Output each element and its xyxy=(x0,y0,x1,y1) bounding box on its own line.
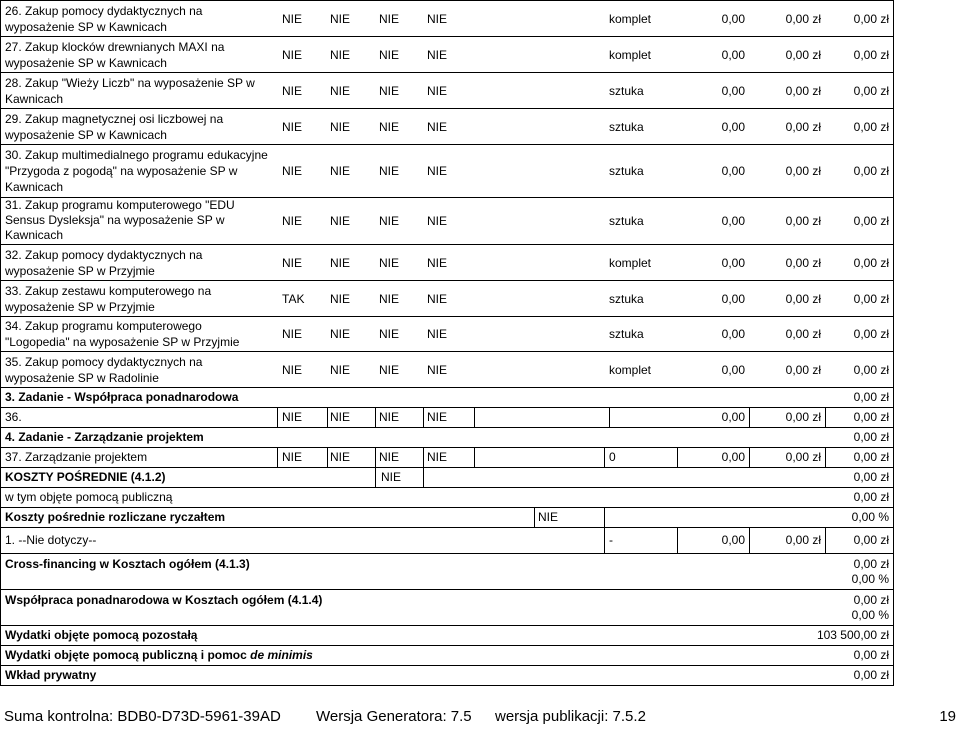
unit-price: 0,00 zł xyxy=(785,12,821,26)
flag-4: NIE xyxy=(427,214,448,228)
row-total: 0,00 zł xyxy=(853,292,889,306)
flag-1: NIE xyxy=(282,120,303,134)
column-divider xyxy=(604,448,605,467)
flat-rate-percent: 0,00 % xyxy=(851,510,889,524)
other-aid-title: Wydatki objęte pomocą pozostałą xyxy=(5,628,198,642)
row-total: 0,00 zł xyxy=(853,450,889,464)
flag-2: NIE xyxy=(330,450,351,464)
quantity: 0,00 xyxy=(721,327,745,341)
task-header-row xyxy=(1,428,893,448)
flag-2: NIE xyxy=(330,164,351,178)
quantity: 0,00 xyxy=(721,450,745,464)
row-title-line: 33. Zakup zestawu komputerowego na xyxy=(5,284,212,298)
column-divider xyxy=(327,408,328,427)
own-contribution-title: Wkład prywatny xyxy=(5,668,97,682)
flag-3: NIE xyxy=(379,450,400,464)
page-footer xyxy=(4,708,956,728)
row-title-line: Kawnicach xyxy=(5,228,64,242)
task-total: 0,00 zł xyxy=(853,390,889,404)
unit-price: 0,00 zł xyxy=(785,214,821,228)
unit-price: 0,00 zł xyxy=(785,256,821,270)
table-row xyxy=(1,37,893,73)
unit: sztuka xyxy=(609,214,644,228)
row-total: 0,00 zł xyxy=(853,48,889,62)
indirect-costs-total: 0,00 zł xyxy=(853,470,889,484)
public-aid-label: w tym objęte pomocą publiczną xyxy=(5,490,173,504)
row-title-line: wyposażenie SP w Przyjmie xyxy=(5,264,155,278)
row-title-line: 30. Zakup multimedialnego programu edukacyjne xyxy=(5,148,268,162)
flag-1: NIE xyxy=(282,84,303,98)
unit-price: 0,00 zł xyxy=(785,120,821,134)
flag-4: NIE xyxy=(427,410,448,424)
unit-price: 0,00 zł xyxy=(785,363,821,377)
quantity: 0,00 xyxy=(721,214,745,228)
unit: sztuka xyxy=(609,120,644,134)
flag-1: NIE xyxy=(282,410,303,424)
column-divider xyxy=(677,528,678,553)
flag-3: NIE xyxy=(379,120,400,134)
row-title-line: 31. Zakup programu komputerowego "EDU xyxy=(5,198,235,212)
table-row xyxy=(1,73,893,109)
flag-4: NIE xyxy=(427,292,448,306)
column-divider xyxy=(277,448,278,467)
zero-value: 0 xyxy=(609,450,616,464)
column-divider xyxy=(534,508,535,527)
flag-4: NIE xyxy=(427,84,448,98)
cross-financing-title: Cross-financing w Kosztach ogółem (4.1.3) xyxy=(5,557,250,571)
unit: komplet xyxy=(609,48,652,62)
unit-price: 0,00 zł xyxy=(785,292,821,306)
indirect-costs-title: KOSZTY POŚREDNIE (4.1.2) xyxy=(5,470,166,484)
column-divider xyxy=(825,408,826,427)
row-total: 0,00 zł xyxy=(853,214,889,228)
flag-2: NIE xyxy=(330,120,351,134)
flag-4: NIE xyxy=(427,256,448,270)
flag-4: NIE xyxy=(427,12,448,26)
checksum: Suma kontrolna: BDB0-D73D-5961-39AD xyxy=(4,708,281,725)
table-row xyxy=(1,109,893,145)
unit: komplet xyxy=(609,12,652,26)
row-title-line: 34. Zakup programu komputerowego xyxy=(5,319,202,333)
row-total: 0,00 zł xyxy=(853,164,889,178)
own-contribution-row xyxy=(1,666,893,686)
unit-price: 0,00 zł xyxy=(785,410,821,424)
transnational-row xyxy=(1,590,893,626)
unit-price: 0,00 zł xyxy=(785,48,821,62)
unit: komplet xyxy=(609,363,652,377)
column-divider xyxy=(749,528,750,553)
quantity: 0,00 xyxy=(721,48,745,62)
row-title-line: 35. Zakup pomocy dydaktycznych na xyxy=(5,355,203,369)
flag-2: NIE xyxy=(330,12,351,26)
indirect-costs-row xyxy=(1,468,893,488)
public-aid-row xyxy=(1,488,893,508)
flag-2: NIE xyxy=(330,327,351,341)
not-applicable-dash: - xyxy=(609,533,613,547)
row-label: 36. xyxy=(5,410,22,424)
row-title-line: wyposażenie SP w Kawnicach xyxy=(5,20,167,34)
column-divider xyxy=(327,448,328,467)
column-divider xyxy=(423,408,424,427)
page-number: 19 xyxy=(939,708,956,725)
own-contribution-total: 0,00 zł xyxy=(853,668,889,682)
flag-1: NIE xyxy=(282,214,303,228)
row-title-line: 32. Zakup pomocy dydaktycznych na xyxy=(5,248,203,262)
task-title: 4. Zadanie - Zarządzanie projektem xyxy=(5,430,204,444)
unit: sztuka xyxy=(609,164,644,178)
transnational-title: Współpraca ponadnarodowa w Kosztach ogółem (4.1.4) xyxy=(5,593,323,607)
column-divider xyxy=(375,408,376,427)
flag-1: NIE xyxy=(282,48,303,62)
table-row xyxy=(1,198,893,245)
flag-3: NIE xyxy=(379,327,400,341)
quantity: 0,00 xyxy=(721,164,745,178)
flag-1: NIE xyxy=(282,12,303,26)
quantity: 0,00 xyxy=(721,256,745,270)
flag-3: NIE xyxy=(379,48,400,62)
row-title-line: Kawnicach xyxy=(5,180,64,194)
row-total: 0,00 zł xyxy=(853,84,889,98)
row-title-line: wyposażenie SP w Kawnicach xyxy=(5,128,167,142)
unit: komplet xyxy=(609,256,652,270)
row-title-line: 29. Zakup magnetycznej osi liczbowej na xyxy=(5,112,224,126)
quantity: 0,00 xyxy=(721,363,745,377)
table-row xyxy=(1,317,893,352)
flag-2: NIE xyxy=(330,84,351,98)
task-header-row xyxy=(1,388,893,408)
other-aid-total: 103 500,00 zł xyxy=(816,628,889,642)
indirect-costs-flag: NIE xyxy=(381,470,402,484)
quantity: 0,00 xyxy=(721,120,745,134)
flag-1: NIE xyxy=(282,327,303,341)
quantity: 0,00 xyxy=(721,292,745,306)
cross-financing-row xyxy=(1,554,893,590)
flat-rate-title: Koszty pośrednie rozliczane ryczałtem xyxy=(5,510,226,524)
row-label: 37. Zarządzanie projektem xyxy=(5,450,148,464)
quantity: 0,00 xyxy=(721,533,745,547)
flag-1: NIE xyxy=(282,256,303,270)
flat-rate-flag: NIE xyxy=(538,510,559,524)
quantity: 0,00 xyxy=(721,410,745,424)
flag-2: NIE xyxy=(330,292,351,306)
row-total: 0,00 zł xyxy=(853,533,889,547)
flag-3: NIE xyxy=(379,214,400,228)
table-row xyxy=(1,448,893,468)
row-title-line: Sensus Dysleksja" na wyposażenie SP w xyxy=(5,213,225,227)
row-title-line: 26. Zakup pomocy dydaktycznych na xyxy=(5,4,203,18)
column-divider xyxy=(423,448,424,467)
row-title-line: wyposażenie SP w Kawnicach xyxy=(5,56,167,70)
unit-price: 0,00 zł xyxy=(785,84,821,98)
column-divider xyxy=(277,408,278,427)
public-aid-total: 0,00 zł xyxy=(853,490,889,504)
flag-1: TAK xyxy=(282,292,305,306)
task-title: 3. Zadanie - Współpraca ponadnarodowa xyxy=(5,390,239,404)
table-row xyxy=(1,408,893,428)
flag-1: NIE xyxy=(282,363,303,377)
task-total: 0,00 zł xyxy=(853,430,889,444)
column-divider xyxy=(749,448,750,467)
flat-rate-row xyxy=(1,508,893,528)
public-minimis-row xyxy=(1,646,893,666)
column-divider xyxy=(609,408,610,427)
flag-3: NIE xyxy=(379,410,400,424)
public-minimis-title-italic: de minimis xyxy=(250,648,313,662)
not-applicable-label: 1. --Nie dotyczy-- xyxy=(5,533,97,547)
row-title-line: 28. Zakup "Wieży Liczb" na wyposażenie SP w xyxy=(5,76,255,90)
cross-financing-amount: 0,00 zł xyxy=(853,557,889,571)
flag-1: NIE xyxy=(282,450,303,464)
quantity: 0,00 xyxy=(721,84,745,98)
column-divider xyxy=(749,408,750,427)
row-total: 0,00 zł xyxy=(853,363,889,377)
public-minimis-title xyxy=(5,648,313,663)
table-row xyxy=(1,145,893,198)
column-divider xyxy=(677,448,678,467)
flag-4: NIE xyxy=(427,164,448,178)
row-total: 0,00 zł xyxy=(853,410,889,424)
public-minimis-total: 0,00 zł xyxy=(853,648,889,662)
transnational-amount: 0,00 zł xyxy=(853,593,889,607)
flag-4: NIE xyxy=(427,327,448,341)
publication-version: wersja publikacji: 7.5.2 xyxy=(495,708,646,725)
flag-2: NIE xyxy=(330,48,351,62)
flag-3: NIE xyxy=(379,292,400,306)
table-row xyxy=(1,352,893,388)
unit: sztuka xyxy=(609,327,644,341)
table-row xyxy=(1,1,893,37)
flag-3: NIE xyxy=(379,256,400,270)
row-title-line: "Logopedia" na wyposażenie SP w Przyjmie xyxy=(5,335,240,349)
flag-2: NIE xyxy=(330,410,351,424)
column-divider xyxy=(423,468,424,487)
flag-3: NIE xyxy=(379,363,400,377)
flag-4: NIE xyxy=(427,120,448,134)
column-divider xyxy=(474,408,475,427)
unit: sztuka xyxy=(609,292,644,306)
unit: sztuka xyxy=(609,84,644,98)
cross-financing-percent: 0,00 % xyxy=(851,572,889,586)
table-row xyxy=(1,281,893,317)
public-minimis-title-main: Wydatki objęte pomocą publiczną i pomoc xyxy=(5,648,251,662)
row-title-line: wyposażenie SP w Radolinie xyxy=(5,371,159,385)
column-divider xyxy=(825,528,826,553)
row-total: 0,00 zł xyxy=(853,12,889,26)
flag-2: NIE xyxy=(330,214,351,228)
flag-3: NIE xyxy=(379,164,400,178)
generator-version: Wersja Generatora: 7.5 xyxy=(316,708,472,725)
row-total: 0,00 zł xyxy=(853,327,889,341)
unit-price: 0,00 zł xyxy=(785,327,821,341)
column-divider xyxy=(474,448,475,467)
flag-2: NIE xyxy=(330,256,351,270)
not-applicable-row xyxy=(1,528,893,554)
row-title-line: Kawnicach xyxy=(5,92,64,106)
row-title-line: 27. Zakup klocków drewnianych MAXI na xyxy=(5,40,225,54)
row-total: 0,00 zł xyxy=(853,120,889,134)
other-aid-row xyxy=(1,626,893,646)
column-divider xyxy=(375,448,376,467)
column-divider xyxy=(604,528,605,553)
flag-3: NIE xyxy=(379,12,400,26)
unit-price: 0,00 zł xyxy=(785,164,821,178)
row-title-line: wyposażenie SP w Przyjmie xyxy=(5,300,155,314)
quantity: 0,00 xyxy=(721,12,745,26)
unit-price: 0,00 zł xyxy=(785,533,821,547)
flag-2: NIE xyxy=(330,363,351,377)
flag-4: NIE xyxy=(427,450,448,464)
row-total: 0,00 zł xyxy=(853,256,889,270)
flag-4: NIE xyxy=(427,363,448,377)
transnational-percent: 0,00 % xyxy=(851,608,889,622)
flag-4: NIE xyxy=(427,48,448,62)
flag-1: NIE xyxy=(282,164,303,178)
column-divider xyxy=(825,448,826,467)
column-divider xyxy=(604,508,605,527)
flag-3: NIE xyxy=(379,84,400,98)
unit-price: 0,00 zł xyxy=(785,450,821,464)
column-divider xyxy=(375,468,376,487)
table-row xyxy=(1,245,893,281)
row-title-line: "Przygoda z pogodą" na wyposażenie SP w xyxy=(5,164,238,178)
